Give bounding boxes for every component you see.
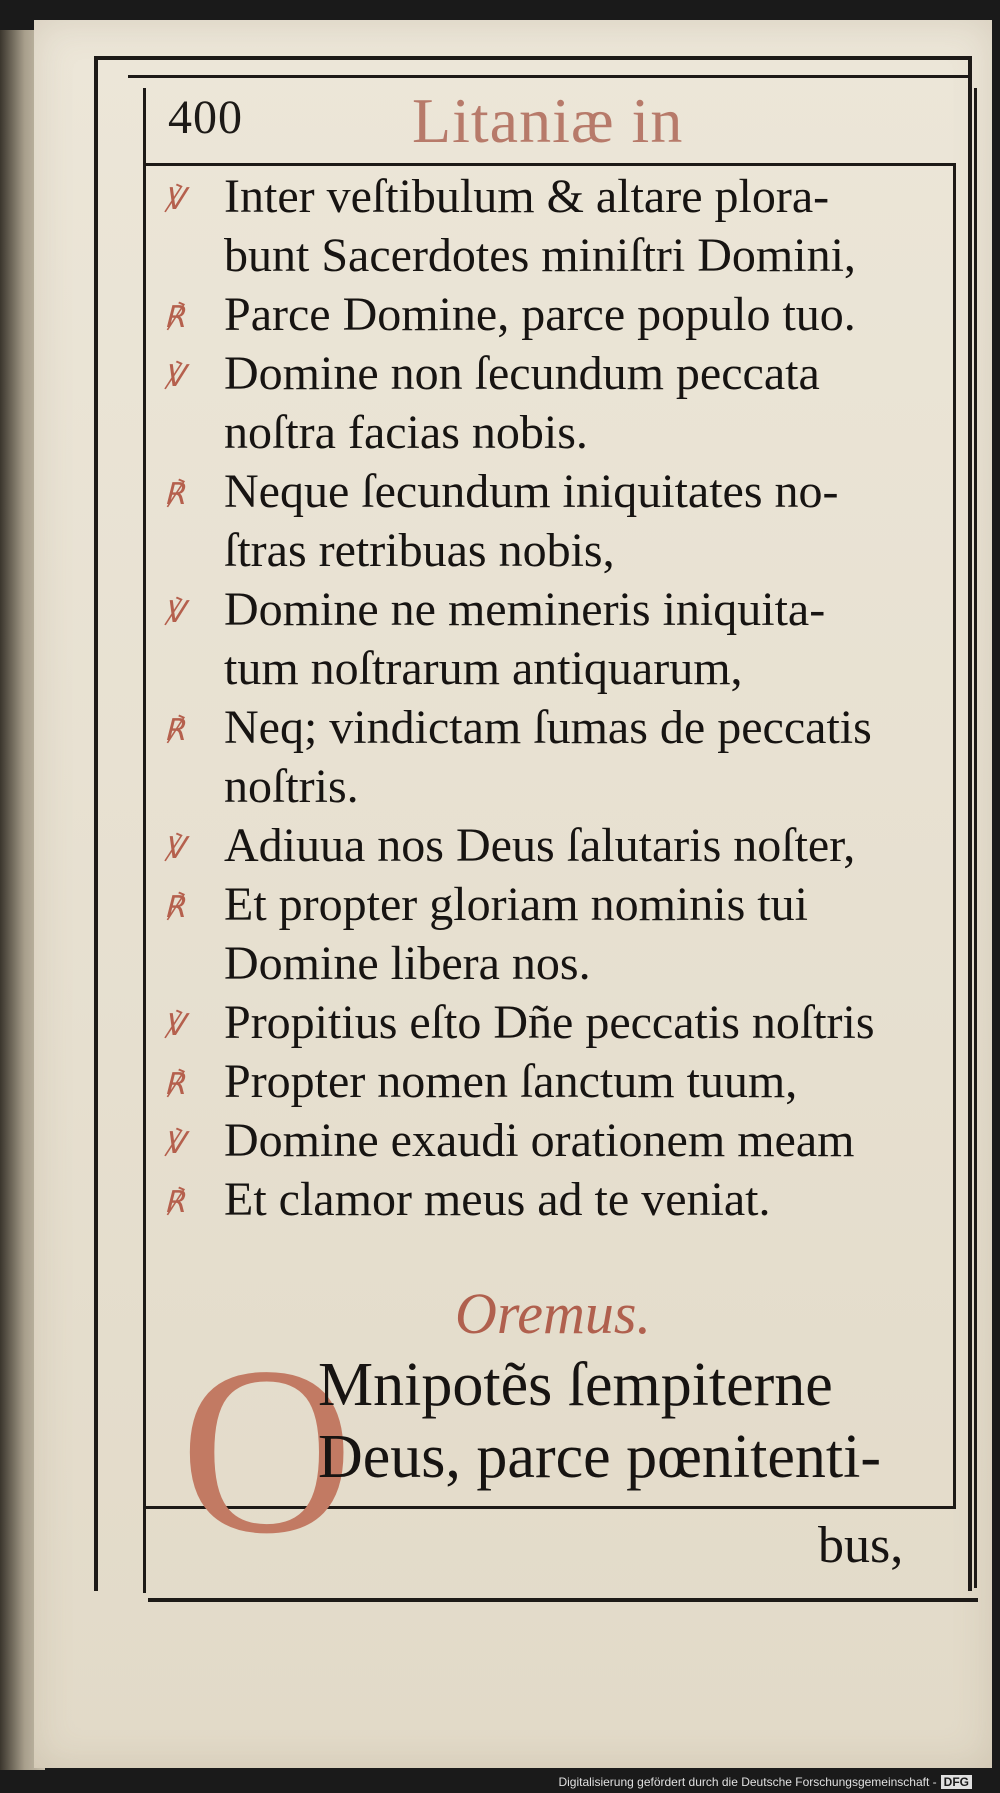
- line-text: Et clamor meus ad te veniat.: [224, 1173, 771, 1226]
- line-text: tum noſtrarum antiquarum,: [224, 642, 743, 695]
- versicle-mark: ℣: [164, 1009, 185, 1042]
- right-frame-rule: [974, 88, 977, 1588]
- litany-line: [160, 463, 960, 522]
- litany-line: [160, 1053, 960, 1112]
- line-text: bunt Sacerdotes miniſtri Domini,: [224, 229, 856, 282]
- litany-line: [160, 1171, 960, 1230]
- credit-text: Digitalisierung gefördert durch die Deutsche Forschungsgemeinschaft -: [558, 1775, 937, 1789]
- litany-line: [160, 817, 960, 876]
- oremus-heading: Oremus.: [455, 1281, 652, 1346]
- line-text: Domine non ſecundum peccata: [224, 347, 820, 400]
- response-mark: ℟: [164, 301, 185, 334]
- response-mark: ℟: [164, 1186, 185, 1219]
- line-text: Domine ne memineris iniquita-: [224, 583, 826, 636]
- response-mark: ℟: [164, 891, 185, 924]
- prayer-line-1: Mnipotẽs ſempiterne: [318, 1351, 833, 1419]
- line-text: Parce Domine, parce populo tuo.: [224, 288, 856, 341]
- litany-line: [160, 994, 960, 1053]
- versicle-mark: ℣: [164, 183, 185, 216]
- versicle-mark: ℣: [164, 832, 185, 865]
- litany-line: [160, 699, 960, 758]
- litany-line: [160, 522, 960, 581]
- response-mark: ℟: [164, 714, 185, 747]
- litany-line: [160, 876, 960, 935]
- litany-line: [160, 1112, 960, 1171]
- litany-line: [160, 581, 960, 640]
- catchword: bus,: [818, 1517, 904, 1574]
- litany-line: [160, 168, 960, 227]
- litany-line: [160, 640, 960, 699]
- litany-line: [160, 935, 960, 994]
- line-text: Adiuua nos Deus ſalutaris noſter,: [224, 819, 856, 872]
- versicle-mark: ℣: [164, 360, 185, 393]
- litany-line: [160, 404, 960, 463]
- litany-line: [160, 286, 960, 345]
- versicle-mark: ℣: [164, 596, 185, 629]
- line-text: Domine exaudi orationem meam: [224, 1114, 855, 1167]
- litany-line: [160, 227, 960, 286]
- dfg-logo: DFG: [941, 1775, 972, 1789]
- line-text: Inter veſtibulum & altare plora-: [224, 170, 830, 223]
- line-text: Neq; vindictam ſumas de peccatis: [224, 701, 872, 754]
- response-mark: ℟: [164, 1068, 185, 1101]
- line-text: ſtras retribuas nobis,: [224, 524, 615, 577]
- line-text: Domine libera nos.: [224, 937, 591, 990]
- line-text: noſtra facias nobis.: [224, 406, 588, 459]
- line-text: noſtris.: [224, 760, 359, 813]
- litany-lines: [160, 168, 960, 1230]
- top-rule: [128, 75, 971, 78]
- bottom-rule: [148, 1598, 978, 1602]
- digitization-credit: [558, 1775, 972, 1789]
- prayer-line-2: Deus, parce pœnitenti-: [318, 1423, 881, 1491]
- line-text: Neque ſecundum iniquitates no-: [224, 465, 839, 518]
- litany-line: [160, 758, 960, 817]
- page-number: 400: [168, 91, 243, 144]
- line-text: Et propter gloriam nominis tui: [224, 878, 808, 931]
- response-mark: ℟: [164, 478, 185, 511]
- line-text: Propitius eſto Dñe peccatis noſtris: [224, 996, 875, 1049]
- line-text: Propter nomen ſanctum tuum,: [224, 1055, 798, 1108]
- running-head: Litaniæ in: [412, 85, 684, 156]
- drop-cap-initial: O: [180, 1317, 354, 1583]
- versicle-mark: ℣: [164, 1127, 185, 1160]
- litany-line: [160, 345, 960, 404]
